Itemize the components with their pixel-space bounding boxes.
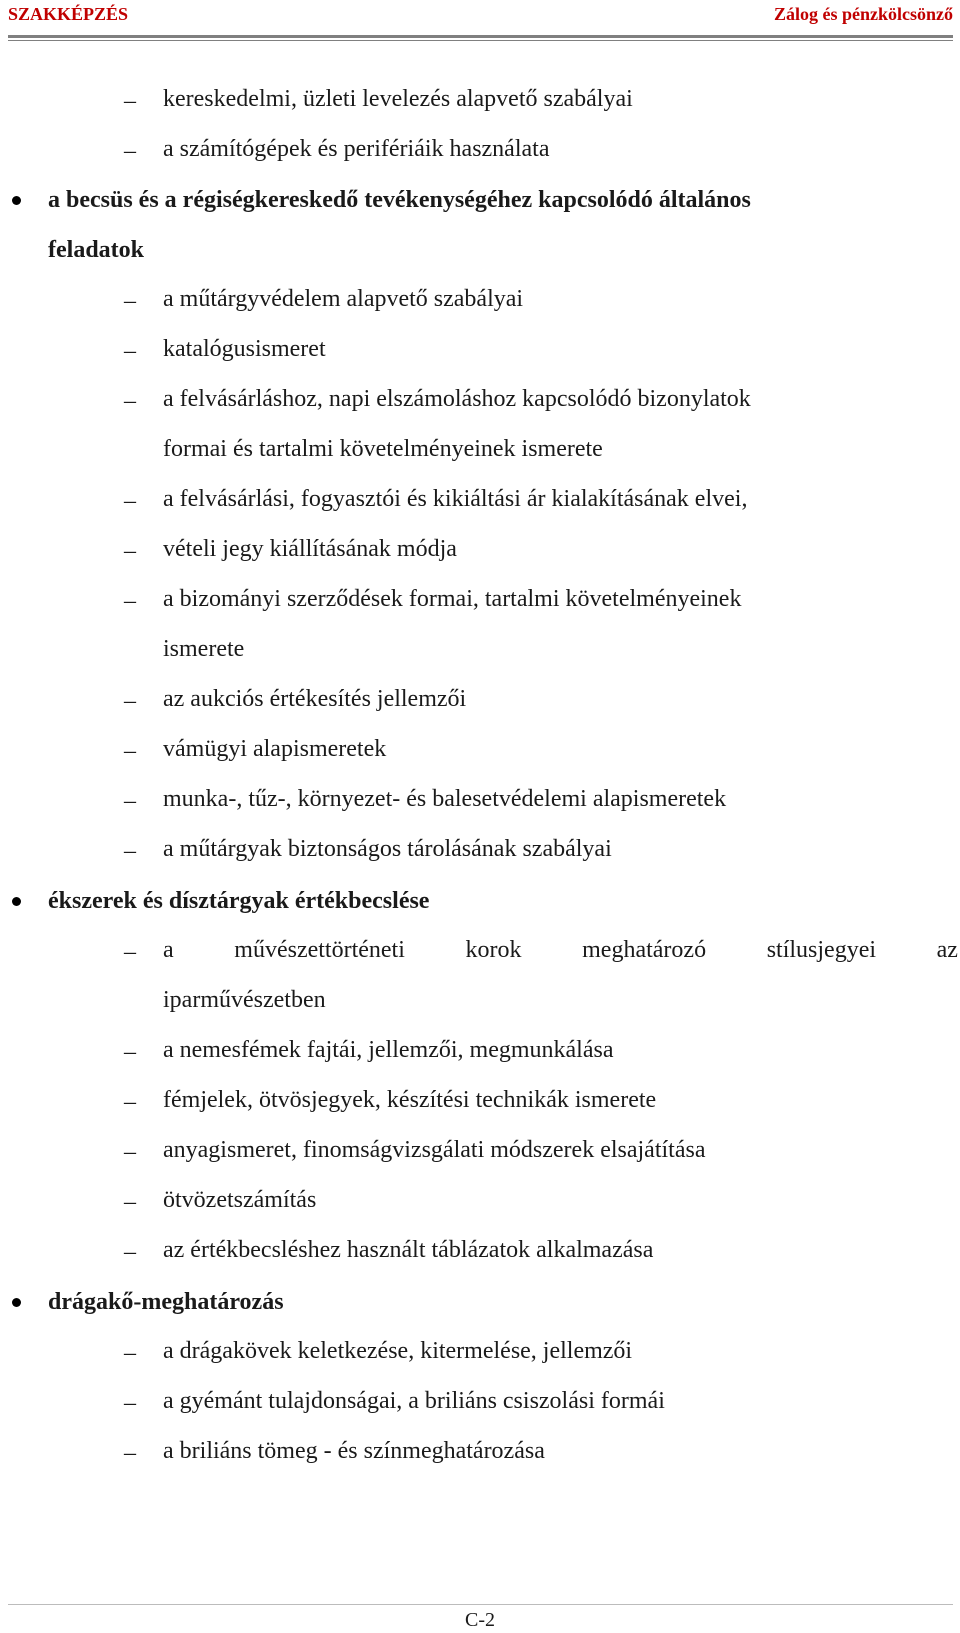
list-item: katalógusismeret (163, 336, 326, 362)
dash-icon: – (124, 138, 136, 164)
dash-icon: – (124, 488, 136, 514)
list-item-cont: ismerete (163, 636, 245, 662)
page-number: C-2 (465, 1609, 495, 1631)
list-item: fémjelek, ötvösjegyek, készítési technikák ismerete (163, 1087, 657, 1113)
list-item: a műtárgyvédelem alapvető szabályai (163, 286, 524, 312)
list-item-justified (163, 935, 958, 965)
list-item: a briliáns tömeg - és színmeghatározása (163, 1438, 545, 1464)
list-item: ötvözetszámítás (163, 1187, 317, 1213)
bullet-icon (12, 196, 21, 205)
word: stílusjegyei (766, 937, 877, 963)
word: az (936, 937, 958, 963)
list-item: a műtárgyak biztonságos tárolásának szabályai (163, 836, 612, 862)
dash-icon: – (124, 1239, 136, 1265)
header-right: Zálog és pénzkölcsönző (773, 4, 953, 24)
list-item: a számítógépek és perifériáik használata (163, 136, 550, 162)
footer-divider (8, 1604, 953, 1605)
list-item: vámügyi alapismeretek (163, 736, 387, 762)
dash-icon: – (124, 1089, 136, 1115)
list-item-cont: formai és tartalmi követelményeinek ismerete (163, 436, 603, 462)
section-heading: drágakő-meghatározás (48, 1289, 284, 1315)
section-heading: ékszerek és dísztárgyak értékbecslése (48, 888, 430, 914)
list-item: kereskedelmi, üzleti levelezés alapvető szabályai (163, 86, 633, 112)
list-item: a bizományi szerződések formai, tartalmi követelményeinek (163, 586, 742, 612)
dash-icon: – (124, 388, 136, 414)
word: korok (465, 937, 522, 963)
dash-icon: – (124, 88, 136, 114)
list-item: a drágakövek keletkezése, kitermelése, jellemzői (163, 1338, 633, 1364)
list-item-cont: iparművészetben (163, 987, 326, 1013)
word: a (163, 937, 174, 963)
section-heading: a becsüs és a régiségkereskedő tevékenységéhez kapcsolódó általános (48, 187, 751, 213)
dash-icon: – (124, 1039, 136, 1065)
dash-icon: – (124, 1340, 136, 1366)
list-item: a nemesfémek fajtái, jellemzői, megmunkálása (163, 1037, 614, 1063)
bullet-icon (12, 1298, 21, 1307)
dash-icon: – (124, 538, 136, 564)
dash-icon: – (124, 1440, 136, 1466)
list-item: az értékbecsléshez használt táblázatok alkalmazása (163, 1237, 654, 1263)
list-item: a felvásárláshoz, napi elszámoláshoz kapcsolódó bizonylatok (163, 386, 751, 412)
header-left: SZAKKÉPZÉS (8, 4, 129, 24)
section-heading-cont: feladatok (48, 237, 144, 263)
list-item: az aukciós értékesítés jellemzői (163, 686, 467, 712)
bullet-icon (12, 897, 21, 906)
dash-icon: – (124, 788, 136, 814)
dash-icon: – (124, 738, 136, 764)
dash-icon: – (124, 838, 136, 864)
header-divider (8, 35, 953, 41)
list-item: munka-, tűz-, környezet- és balesetvédelemi alapismeretek (163, 786, 727, 812)
list-item: vételi jegy kiállításának módja (163, 536, 457, 562)
list-item: a gyémánt tulajdonságai, a briliáns csiszolási formái (163, 1388, 665, 1414)
dash-icon: – (124, 288, 136, 314)
dash-icon: – (124, 688, 136, 714)
dash-icon: – (124, 1390, 136, 1416)
dash-icon: – (124, 338, 136, 364)
dash-icon: – (124, 1189, 136, 1215)
word: művészettörténeti (234, 937, 405, 963)
dash-icon: – (124, 939, 136, 965)
list-item: anyagismeret, finomságvizsgálati módszerek elsajátítása (163, 1137, 706, 1163)
word: meghatározó (582, 937, 707, 963)
dash-icon: – (124, 1139, 136, 1165)
list-item: a felvásárlási, fogyasztói és kikiáltási ár kialakításának elvei, (163, 486, 748, 512)
dash-icon: – (124, 588, 136, 614)
